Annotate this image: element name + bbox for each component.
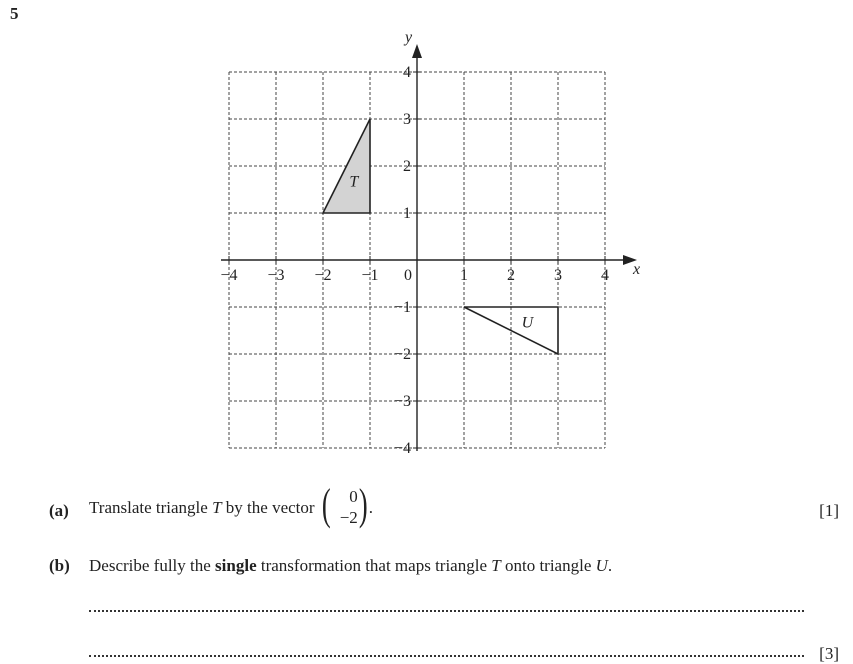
- x-tick-label: 3: [554, 267, 562, 284]
- y-axis-arrow-icon: [412, 44, 422, 58]
- part-a-label: (a): [49, 501, 69, 520]
- y-tick-label: 2: [403, 158, 411, 175]
- y-tick-label: 1: [403, 205, 411, 222]
- bold-single: single: [215, 556, 257, 575]
- y-tick-label: −3: [393, 393, 411, 410]
- triangle-t-ref: T: [212, 497, 222, 517]
- answer-line-1[interactable]: [89, 610, 804, 612]
- part-a-text: Translate triangle T by the vector ( 0 −2 ) .: [89, 480, 374, 529]
- y-tick-label: 4: [403, 64, 411, 81]
- answer-line-2[interactable]: [89, 655, 804, 657]
- part-a-marks: [1]: [819, 501, 839, 520]
- triangle-label-t: T: [349, 173, 359, 191]
- axes: [221, 44, 637, 451]
- part-b-label: (b): [49, 556, 70, 575]
- part-b-marks: [3]: [819, 644, 839, 663]
- x-tick-label: 1: [460, 267, 468, 284]
- y-tick-label: −4: [393, 440, 411, 457]
- x-tick-label: −2: [314, 267, 332, 284]
- y-tick-label: −2: [393, 346, 411, 363]
- origin-label: 0: [404, 267, 412, 284]
- x-tick-label: −4: [220, 267, 238, 284]
- translation-vector: ( 0 −2 ): [321, 480, 368, 529]
- y-tick-label: −1: [393, 299, 411, 316]
- part-b-text: Describe fully the single transformation that maps triangle T onto triangle U.: [89, 556, 613, 575]
- x-tick-label: −1: [361, 267, 379, 284]
- x-tick-label: −3: [267, 267, 285, 284]
- y-axis-label: y: [405, 29, 413, 46]
- x-tick-label: 2: [507, 267, 515, 284]
- triangle-label-u: U: [521, 314, 534, 332]
- question-number: 5: [10, 4, 19, 23]
- x-tick-label: 4: [601, 267, 609, 284]
- x-axis-label: x: [633, 261, 641, 278]
- triangles: [323, 119, 558, 354]
- y-tick-label: 3: [403, 111, 411, 128]
- tick-labels: [220, 29, 640, 457]
